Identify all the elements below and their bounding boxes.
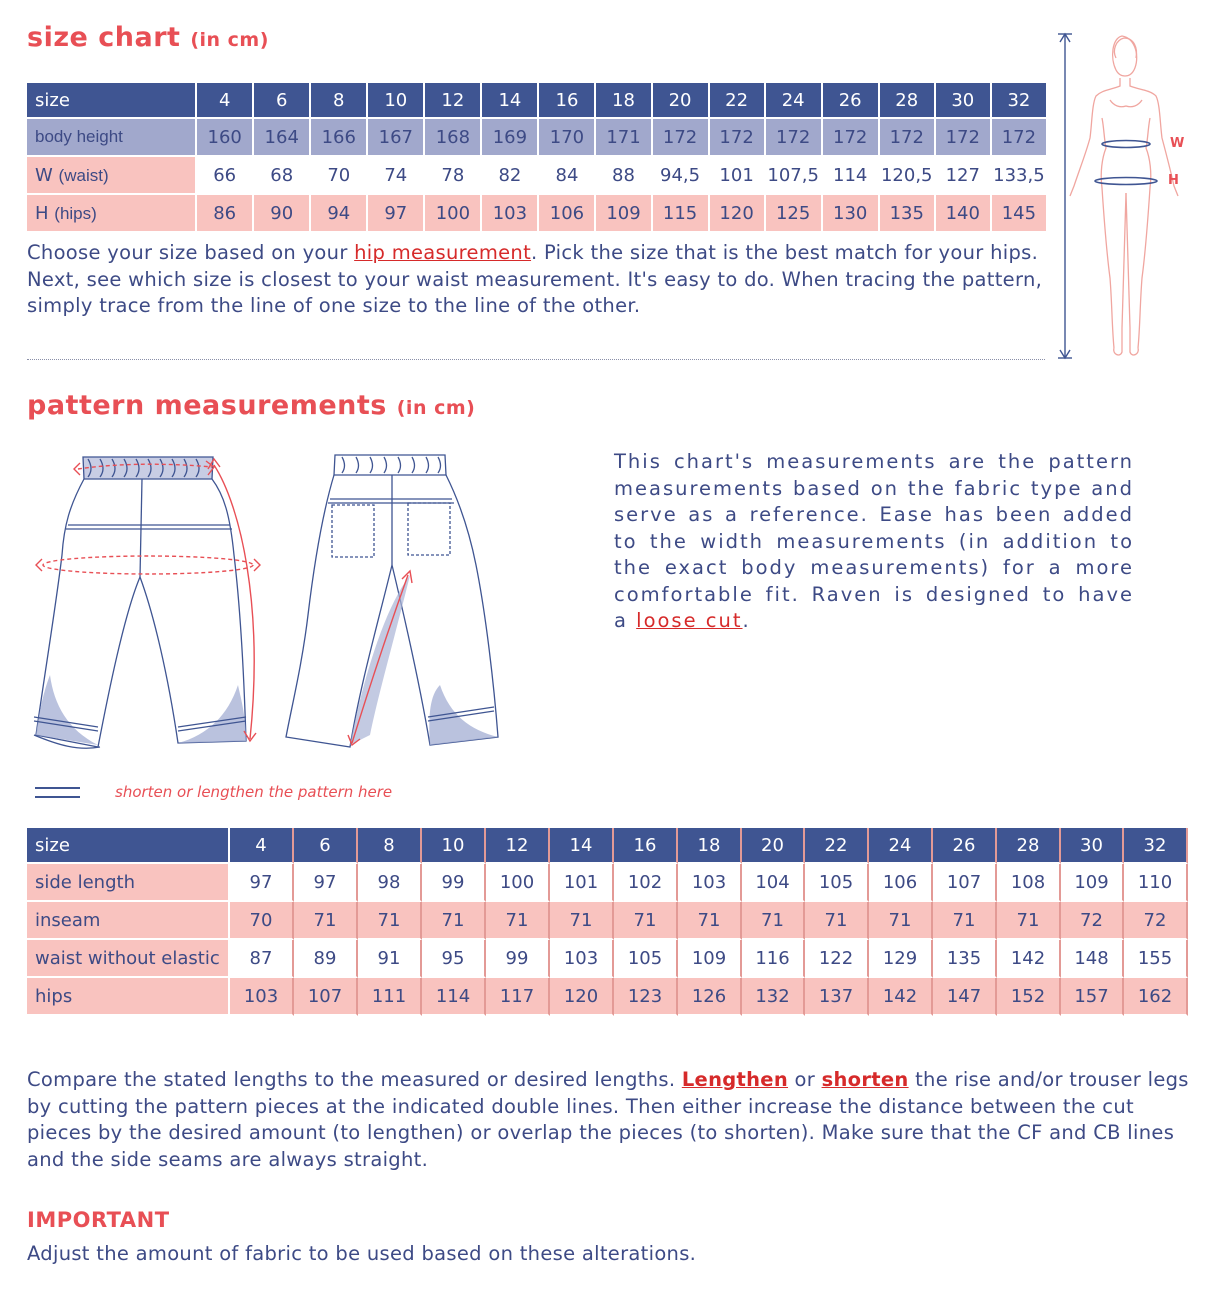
value-cell: 97 bbox=[368, 195, 425, 233]
value-cell: 162 bbox=[1124, 978, 1188, 1016]
value-cell: 105 bbox=[614, 940, 678, 978]
value-cell: 71 bbox=[486, 902, 550, 940]
value-cell: 106 bbox=[539, 195, 596, 233]
value-cell: 71 bbox=[869, 902, 933, 940]
body-figure-illustration bbox=[1050, 28, 1226, 368]
pattern-description-text: This chart's measurements are the pattern measurements based on the fabric type and serve as a reference. Ease has been added to the width measurements (in addition to the exact body measurements) for a more comfortable fit. Raven is designed to have a bbox=[614, 450, 1134, 632]
value-cell: 148 bbox=[1061, 940, 1124, 978]
value-cell: 71 bbox=[933, 902, 997, 940]
value-cell: 102 bbox=[614, 864, 678, 902]
value-cell: 94,5 bbox=[653, 157, 710, 195]
note-text-1: Choose your size based on your bbox=[27, 241, 355, 264]
size-cell: 10 bbox=[422, 828, 486, 864]
value-cell: 114 bbox=[422, 978, 486, 1016]
value-cell: 116 bbox=[742, 940, 805, 978]
size-cell: 26 bbox=[933, 828, 997, 864]
value-cell: 155 bbox=[1124, 940, 1188, 978]
value-cell: 109 bbox=[678, 940, 742, 978]
value-cell: 132 bbox=[742, 978, 805, 1016]
value-cell: 126 bbox=[678, 978, 742, 1016]
size-cell: 16 bbox=[614, 828, 678, 864]
value-cell: 99 bbox=[422, 864, 486, 902]
important-text: Adjust the amount of fabric to be used based on these alterations. bbox=[27, 1242, 697, 1265]
side-length-row bbox=[27, 864, 1188, 902]
value-cell: 78 bbox=[425, 157, 482, 195]
figure-waist-label: W bbox=[1170, 136, 1185, 151]
pattern-hips-row bbox=[27, 978, 1188, 1016]
value-cell: 71 bbox=[997, 902, 1061, 940]
value-cell: 120,5 bbox=[880, 157, 936, 195]
double-line-marker bbox=[35, 796, 80, 798]
value-cell: 140 bbox=[936, 195, 992, 233]
hip-measurement-link[interactable]: hip measurement bbox=[354, 241, 532, 264]
value-cell: 172 bbox=[823, 119, 880, 157]
value-cell: 88 bbox=[596, 157, 652, 195]
value-cell: 71 bbox=[805, 902, 869, 940]
size-cell: 32 bbox=[992, 83, 1048, 119]
size-cell: 18 bbox=[596, 83, 652, 119]
size-cell: 30 bbox=[936, 83, 992, 119]
size-cell: 30 bbox=[1061, 828, 1124, 864]
hips-label-sub: (hips) bbox=[54, 203, 97, 223]
figure-hips-label: H bbox=[1168, 173, 1179, 188]
value-cell: 103 bbox=[550, 940, 614, 978]
important-heading: IMPORTANT bbox=[27, 1208, 170, 1232]
waist-label-sub: (waist) bbox=[58, 165, 109, 185]
value-cell: 127 bbox=[936, 157, 992, 195]
value-cell: 71 bbox=[422, 902, 486, 940]
value-cell: 107 bbox=[294, 978, 358, 1016]
value-cell: 133,5 bbox=[992, 157, 1048, 195]
size-cell: 14 bbox=[550, 828, 614, 864]
double-line-marker bbox=[35, 787, 80, 789]
size-cell: 20 bbox=[653, 83, 710, 119]
value-cell: 111 bbox=[358, 978, 422, 1016]
value-cell: 169 bbox=[482, 119, 539, 157]
size-chart-title-text: size chart bbox=[27, 22, 181, 53]
size-cell: 8 bbox=[358, 828, 422, 864]
value-cell: 94 bbox=[311, 195, 368, 233]
value-cell: 172 bbox=[766, 119, 823, 157]
adjust-text-1: Compare the stated lengths to the measured or desired lengths. bbox=[27, 1068, 682, 1091]
value-cell: 145 bbox=[992, 195, 1048, 233]
value-cell: 74 bbox=[368, 157, 425, 195]
body-height-label: body height bbox=[27, 119, 197, 157]
value-cell: 135 bbox=[933, 940, 997, 978]
size-cell: 14 bbox=[482, 83, 539, 119]
adjust-paragraph bbox=[27, 1067, 1192, 1173]
waist-label-main: W bbox=[35, 164, 53, 186]
value-cell: 110 bbox=[1124, 864, 1188, 902]
section-divider bbox=[27, 359, 1045, 360]
side-length-label: side length bbox=[27, 864, 230, 902]
waist-without-elastic-label: waist without elastic bbox=[27, 940, 230, 978]
value-cell: 172 bbox=[936, 119, 992, 157]
size-cell: 28 bbox=[880, 83, 936, 119]
value-cell: 68 bbox=[254, 157, 311, 195]
hips-row bbox=[27, 195, 1048, 233]
value-cell: 100 bbox=[425, 195, 482, 233]
legend-text: shorten or lengthen the pattern here bbox=[115, 783, 393, 801]
value-cell: 70 bbox=[311, 157, 368, 195]
size-cell: 12 bbox=[425, 83, 482, 119]
size-cell: 4 bbox=[197, 83, 254, 119]
value-cell: 82 bbox=[482, 157, 539, 195]
value-cell: 109 bbox=[1061, 864, 1124, 902]
value-cell: 95 bbox=[422, 940, 486, 978]
size-cell: 24 bbox=[766, 83, 823, 119]
value-cell: 172 bbox=[992, 119, 1048, 157]
value-cell: 122 bbox=[805, 940, 869, 978]
size-cell: 22 bbox=[805, 828, 869, 864]
value-cell: 125 bbox=[766, 195, 823, 233]
value-cell: 114 bbox=[823, 157, 880, 195]
value-cell: 117 bbox=[486, 978, 550, 1016]
value-cell: 171 bbox=[596, 119, 652, 157]
hips-label-main: H bbox=[35, 202, 49, 224]
size-cell: 32 bbox=[1124, 828, 1188, 864]
value-cell: 104 bbox=[742, 864, 805, 902]
size-header-label: size bbox=[27, 83, 197, 119]
value-cell: 71 bbox=[614, 902, 678, 940]
pattern-hips-label: hips bbox=[27, 978, 230, 1016]
value-cell: 168 bbox=[425, 119, 482, 157]
value-cell: 71 bbox=[678, 902, 742, 940]
waist-label bbox=[27, 157, 197, 195]
value-cell: 135 bbox=[880, 195, 936, 233]
adjust-text-2: or bbox=[788, 1068, 822, 1091]
value-cell: 166 bbox=[311, 119, 368, 157]
size-cell: 8 bbox=[311, 83, 368, 119]
value-cell: 72 bbox=[1061, 902, 1124, 940]
pattern-description bbox=[614, 449, 1134, 635]
value-cell: 103 bbox=[678, 864, 742, 902]
loose-cut-link[interactable]: loose cut bbox=[636, 609, 743, 632]
value-cell: 108 bbox=[997, 864, 1061, 902]
value-cell: 123 bbox=[614, 978, 678, 1016]
size-chart-table bbox=[27, 83, 1048, 233]
size-cell: 12 bbox=[486, 828, 550, 864]
value-cell: 66 bbox=[197, 157, 254, 195]
size-cell: 22 bbox=[710, 83, 766, 119]
size-chart-note bbox=[27, 240, 1052, 320]
size-cell: 20 bbox=[742, 828, 805, 864]
value-cell: 109 bbox=[596, 195, 652, 233]
value-cell: 120 bbox=[550, 978, 614, 1016]
size-cell: 6 bbox=[254, 83, 311, 119]
hips-label bbox=[27, 195, 197, 233]
size-cell: 16 bbox=[539, 83, 596, 119]
value-cell: 103 bbox=[482, 195, 539, 233]
value-cell: 101 bbox=[550, 864, 614, 902]
note-text-2: . Pick the size that is the best match for your hips. Next, see which size is closest to your waist measurement. It's easy to do. When tracing the pattern, simply trace from the line of one size to the line of the other. bbox=[27, 241, 1043, 317]
value-cell: 147 bbox=[933, 978, 997, 1016]
size-chart-unit: (in cm) bbox=[190, 29, 269, 51]
value-cell: 87 bbox=[230, 940, 294, 978]
value-cell: 172 bbox=[880, 119, 936, 157]
value-cell: 86 bbox=[197, 195, 254, 233]
value-cell: 89 bbox=[294, 940, 358, 978]
value-cell: 167 bbox=[368, 119, 425, 157]
value-cell: 71 bbox=[358, 902, 422, 940]
value-cell: 129 bbox=[869, 940, 933, 978]
value-cell: 106 bbox=[869, 864, 933, 902]
value-cell: 107 bbox=[933, 864, 997, 902]
value-cell: 97 bbox=[230, 864, 294, 902]
size-cell: 18 bbox=[678, 828, 742, 864]
value-cell: 130 bbox=[823, 195, 880, 233]
size-cell: 10 bbox=[368, 83, 425, 119]
value-cell: 101 bbox=[710, 157, 766, 195]
value-cell: 72 bbox=[1124, 902, 1188, 940]
size-cell: 6 bbox=[294, 828, 358, 864]
value-cell: 172 bbox=[710, 119, 766, 157]
value-cell: 115 bbox=[653, 195, 710, 233]
value-cell: 120 bbox=[710, 195, 766, 233]
value-cell: 160 bbox=[197, 119, 254, 157]
value-cell: 170 bbox=[539, 119, 596, 157]
shorten-link[interactable]: shorten bbox=[821, 1068, 909, 1091]
value-cell: 100 bbox=[486, 864, 550, 902]
pattern-table bbox=[27, 828, 1188, 1016]
value-cell: 164 bbox=[254, 119, 311, 157]
value-cell: 99 bbox=[486, 940, 550, 978]
value-cell: 70 bbox=[230, 902, 294, 940]
value-cell: 105 bbox=[805, 864, 869, 902]
waist-row bbox=[27, 157, 1048, 195]
value-cell: 98 bbox=[358, 864, 422, 902]
trousers-back-illustration bbox=[280, 445, 510, 760]
value-cell: 90 bbox=[254, 195, 311, 233]
value-cell: 84 bbox=[539, 157, 596, 195]
value-cell: 142 bbox=[869, 978, 933, 1016]
size-cell: 28 bbox=[997, 828, 1061, 864]
size-cell: 4 bbox=[230, 828, 294, 864]
value-cell: 172 bbox=[653, 119, 710, 157]
inseam-row bbox=[27, 902, 1188, 940]
pattern-title-text: pattern measurements bbox=[27, 390, 387, 421]
adjust-text-3: the rise and/or trouser legs by cutting the pattern pieces at the indicated double lines. Then either increase the distance between the cut pieces by the desired amount (to lengthen) or overlap the pieces (to shorten). Make sure that the CF and CB lines and the side seams are always straight. bbox=[27, 1068, 1189, 1171]
waist-without-elastic-row bbox=[27, 940, 1188, 978]
value-cell: 137 bbox=[805, 978, 869, 1016]
size-chart-title bbox=[27, 22, 269, 53]
value-cell: 142 bbox=[997, 940, 1061, 978]
value-cell: 71 bbox=[742, 902, 805, 940]
pattern-title bbox=[27, 390, 475, 421]
value-cell: 97 bbox=[294, 864, 358, 902]
lengthen-link[interactable]: Lengthen bbox=[681, 1068, 789, 1091]
trousers-front-illustration bbox=[28, 445, 268, 760]
pattern-description-end: . bbox=[742, 609, 751, 632]
size-chart-header-row bbox=[27, 83, 1048, 119]
value-cell: 103 bbox=[230, 978, 294, 1016]
value-cell: 107,5 bbox=[766, 157, 823, 195]
pattern-size-header: size bbox=[27, 828, 230, 864]
value-cell: 71 bbox=[294, 902, 358, 940]
value-cell: 152 bbox=[997, 978, 1061, 1016]
pattern-unit: (in cm) bbox=[396, 397, 476, 419]
body-height-row bbox=[27, 119, 1048, 157]
size-cell: 24 bbox=[869, 828, 933, 864]
size-cell: 26 bbox=[823, 83, 880, 119]
inseam-label: inseam bbox=[27, 902, 230, 940]
value-cell: 157 bbox=[1061, 978, 1124, 1016]
value-cell: 71 bbox=[550, 902, 614, 940]
pattern-header-row bbox=[27, 828, 1188, 864]
value-cell: 91 bbox=[358, 940, 422, 978]
